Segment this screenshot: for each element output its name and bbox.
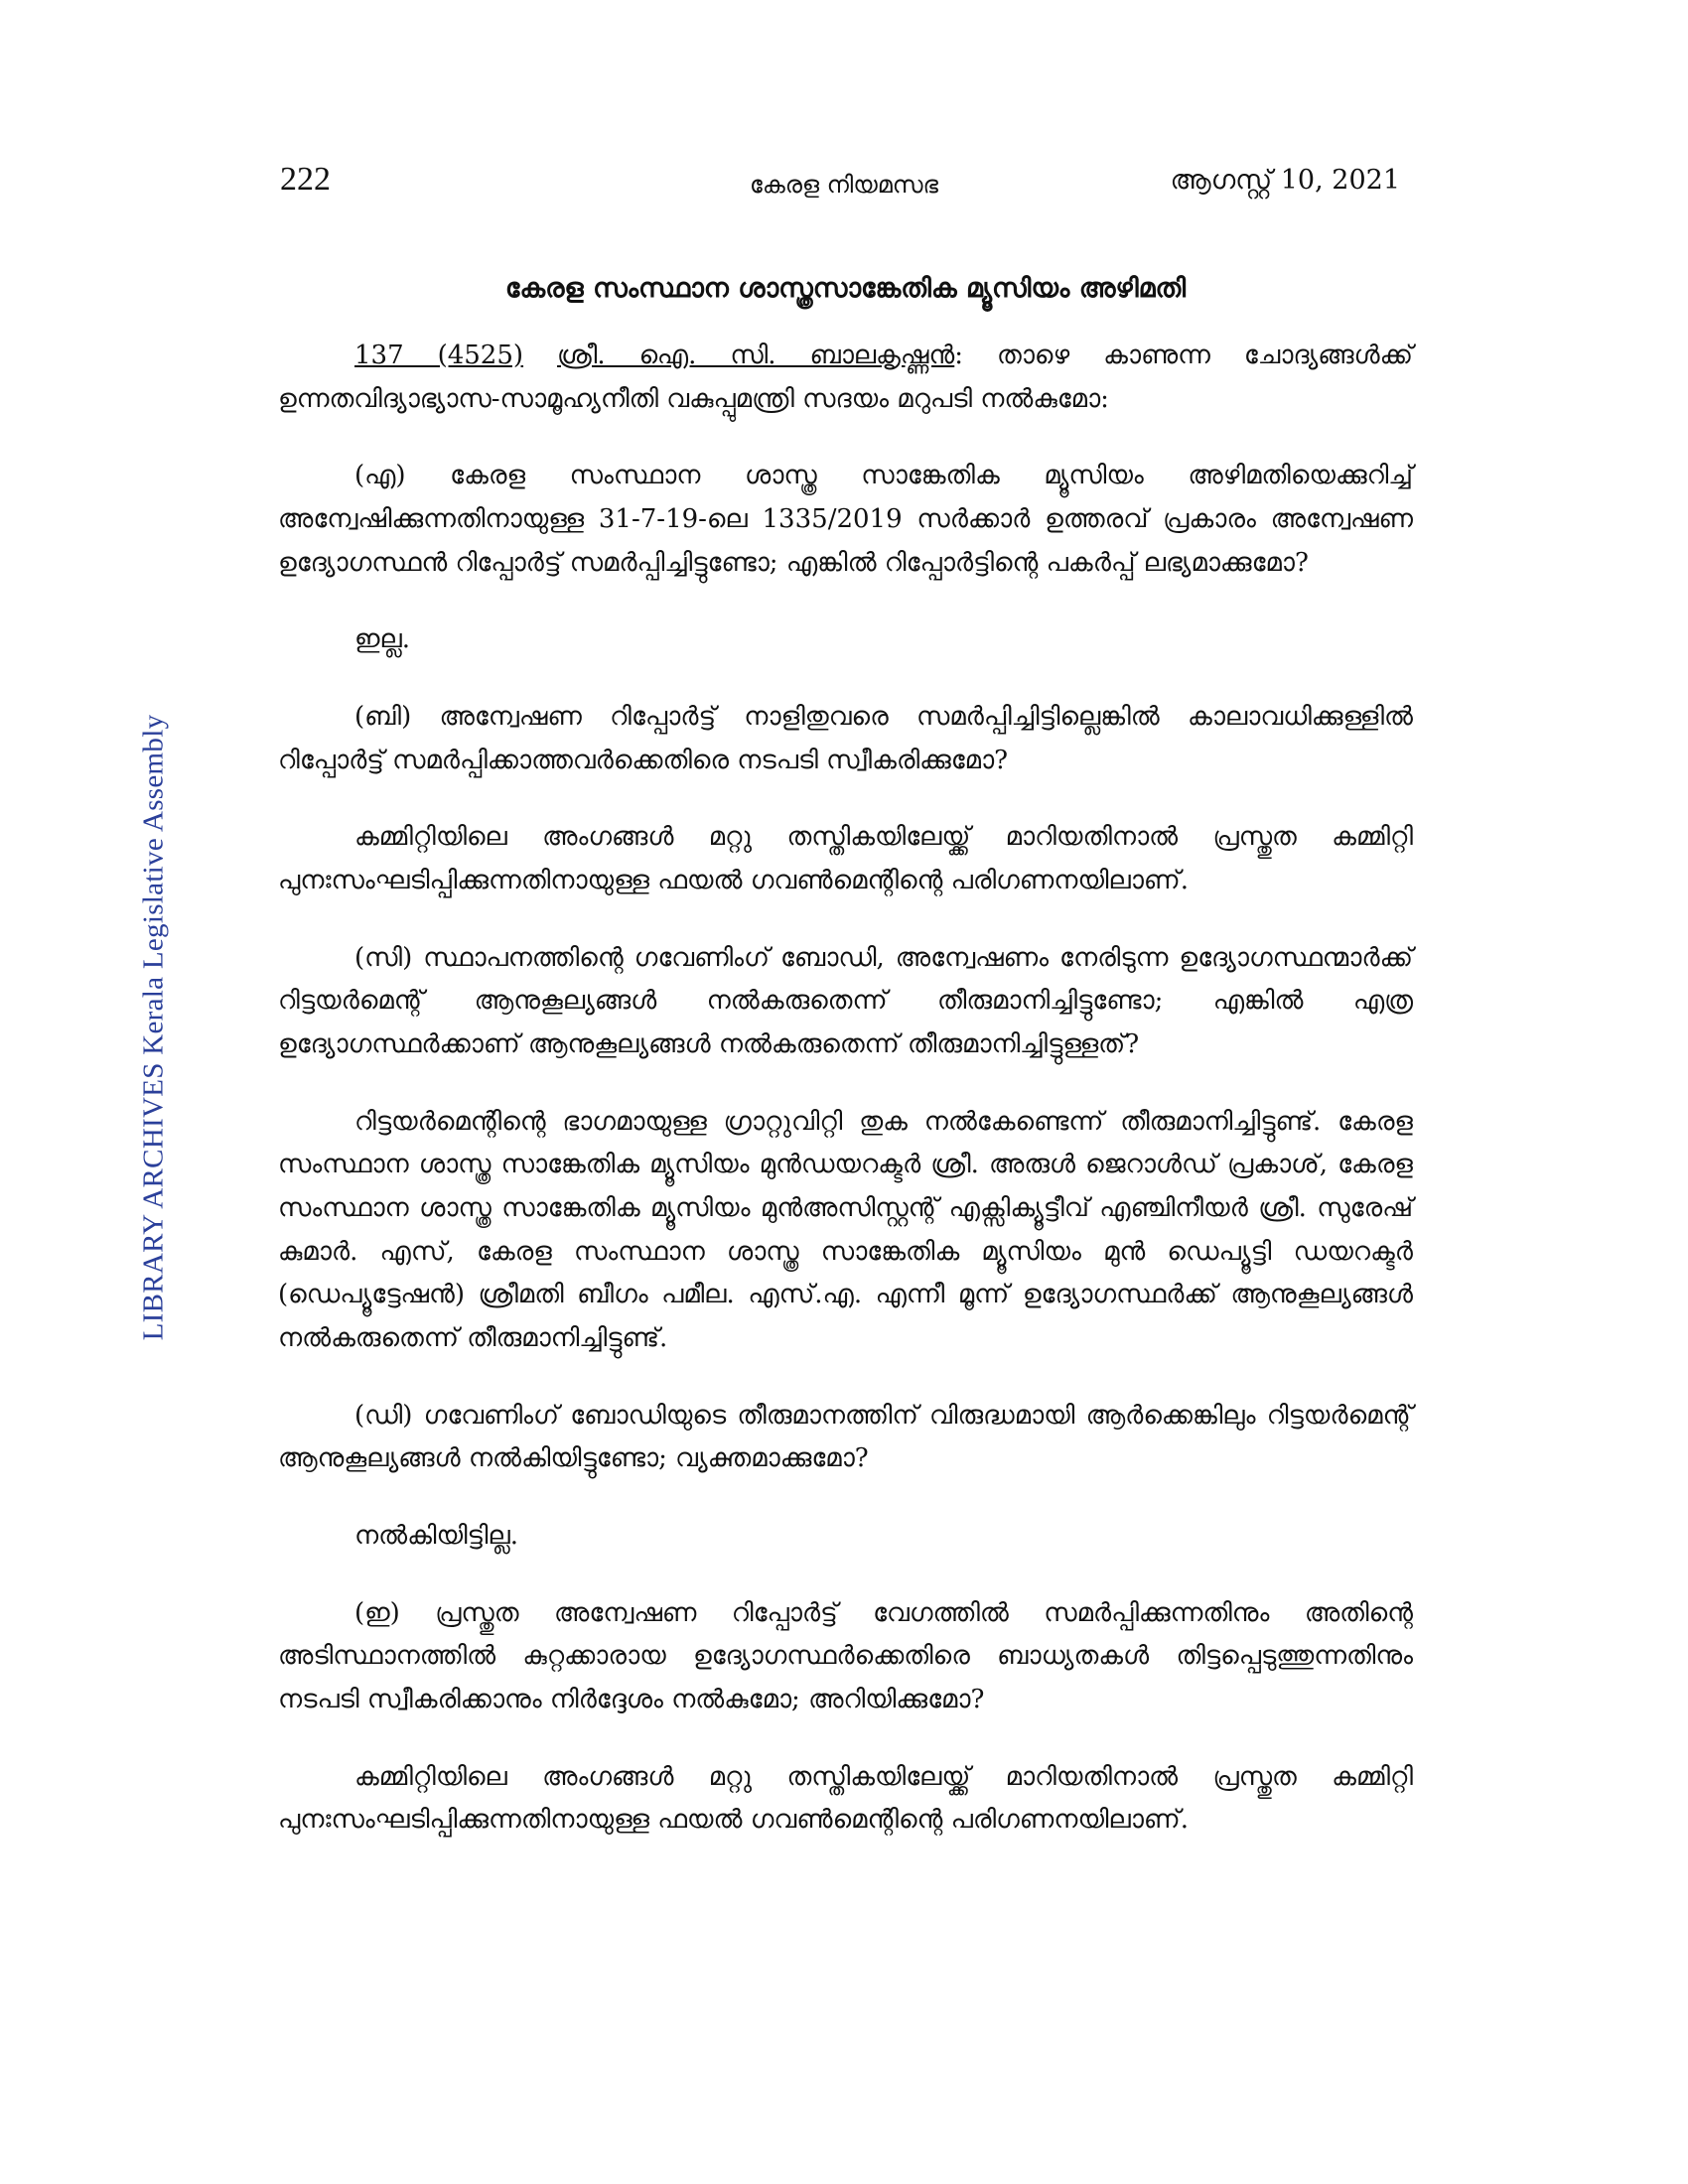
answer-e: കമ്മിറ്റിയിലെ അംഗങ്ങൾ മറ്റു തസ്തികയിലേയ്ക്ക് മാറിയതിനാൽ പ്രസ്തുത കമ്മിറ്റി പുനഃസംഘടിപ്പിക്കുന്നതിനായുള്ള ഫയൽ ഗവൺമെന്റിന്റെ പരിഗണനയിലാണ്. <box>278 1761 1413 1836</box>
page-number: 222 <box>280 161 331 198</box>
question-c: (സി) സ്ഥാപനത്തിന്റെ ഗവേണിംഗ് ബോഡി, അന്വേഷണം നേരിടുന്ന ഉദ്യോഗസ്ഥന്മാർക്ക് റിട്ടയർമെന്റ് ആനുകൂല്യങ്ങൾ നൽകരുതെന്ന് തീരുമാനിച്ചിട്ടുണ്ടോ; എങ്കിൽ എത്ര ഉദ്യോഗസ്ഥർക്കാണ് ആനുകൂല്യങ്ങൾ നൽകരുതെന്ന് തീരുമാനിച്ചിട്ടുള്ളത്? <box>278 942 1413 1060</box>
question-a: (എ) കേരള സംസ്ഥാന ശാസ്ത്ര സാങ്കേതിക മ്യൂസിയം അഴിമതിയെക്കുറിച്ച് അന്വേഷിക്കുന്നതിനായുള്ള 31-7-19-ലെ 1335/2019 സർക്കാർ ഉത്തരവ് പ്രകാരം അന്വേഷണ ഉദ്യോഗസ്ഥൻ റിപ്പോർട്ട് സമർപ്പിച്ചിട്ടുണ്ടോ; എങ്കിൽ റിപ്പോർട്ടിന്റെ പകർപ്പ് ലഭ്യമാക്കുമോ? <box>278 461 1413 578</box>
question-text: : താഴെ കാണുന്ന ചോദ്യങ്ങൾക്ക് ഉന്നതവിദ്യാഭ്യാസ-സാമൂഹ്യനീതി വകുപ്പുമന്ത്രി സദയം മറുപടി നൽകുമോ: <box>278 341 1413 414</box>
question-d: (ഡി) ഗവേണിംഗ് ബോഡിയുടെ തീരുമാനത്തിന് വിരുദ്ധമായി ആർക്കെങ്കിലും റിട്ടയർമെന്റ് ആനുകൂല്യങ്ങൾ നൽകിയിട്ടുണ്ടോ; വ്യക്തമാക്കുമോ? <box>278 1400 1413 1474</box>
answer-a: ഇല്ല. <box>354 624 411 655</box>
question-e: (ഇ) പ്രസ്തുത അന്വേഷണ റിപ്പോർട്ട് വേഗത്തിൽ സമർപ്പിക്കുന്നതിനും അതിന്റെ അടിസ്ഥാനത്തിൽ കുറ്റക്കാരായ ഉദ്യോഗസ്ഥർക്കെതിരെ ബാധ്യതകൾ തിട്ടപ്പെടുത്തുന്നതിനും നടപടി സ്വീകരിക്കാനും നിർദ്ദേശം നൽകുമോ; അറിയിക്കുമോ? <box>278 1597 1413 1715</box>
archive-watermark: LIBRARY ARCHIVES Kerala Legislative Assembly <box>137 714 170 1341</box>
running-title: കേരള നിയമസഭ <box>749 171 939 199</box>
answer-b: കമ്മിറ്റിയിലെ അംഗങ്ങൾ മറ്റു തസ്തികയിലേയ്ക്ക് മാറിയതിനാൽ പ്രസ്തുത കമ്മിറ്റി പുനഃസംഘടിപ്പിക്കുന്നതിനായുള്ള ഫയൽ ഗവൺമെന്റിന്റെ പരിഗണനയിലാണ്. <box>278 822 1413 896</box>
publication-date: ആഗസ്റ്റ് 10, 2021 <box>1170 165 1400 196</box>
section-title: കേരള സംസ്ഥാന ശാസ്ത്രസാങ്കേതിക മ്യൂസിയം അഴിമതി <box>504 273 1187 304</box>
answer-d: നൽകിയിട്ടില്ല. <box>354 1521 519 1552</box>
question-intro <box>278 335 1413 421</box>
member-name: ശ്രീ. ഐ. സി. ബാലകൃഷ്ണൻ <box>557 341 955 370</box>
answer-c: റിട്ടയർമെന്റിന്റെ ഭാഗമായുള്ള ഗ്രാറ്റുവിറ്റി തുക നൽകേണ്ടെന്ന് തീരുമാനിച്ചിട്ടുണ്ട്. കേരള സംസ്ഥാന ശാസ്ത്ര സാങ്കേതിക മ്യൂസിയം മുൻഡയറക്ടർ ശ്രീ. അരുൾ ജെറാൾഡ് പ്രകാശ്, കേരള സംസ്ഥാന ശാസ്ത്ര സാങ്കേതിക മ്യൂസിയം മുൻഅസിസ്റ്റന്റ് എക്സിക്യൂട്ടീവ് എഞ്ചിനീയർ ശ്രീ. സുരേഷ് കുമാർ. എസ്, കേരള സംസ്ഥാന ശാസ്ത്ര സാങ്കേതിക മ്യൂസിയം മുൻ ഡെപ്യൂട്ടി ഡയറക്ടർ (ഡെപ്യൂട്ടേഷൻ) ശ്രീമതി ബീഗം പമീല. എസ്.എ. എന്നീ മൂന്ന് ഉദ്യോഗസ്ഥർക്ക് ആനുകൂല്യങ്ങൾ നൽകരുതെന്ന് തീരുമാനിച്ചിട്ടുണ്ട്. <box>278 1106 1413 1354</box>
question-b: (ബി) അന്വേഷണ റിപ്പോർട്ട് നാളിതുവരെ സമർപ്പിച്ചിട്ടില്ലെങ്കിൽ കാലാവധിക്കുള്ളിൽ റിപ്പോർട്ട് സമർപ്പിക്കാത്തവർക്കെതിരെ നടപടി സ്വീകരിക്കുമോ? <box>278 702 1413 775</box>
question-number: 137 (4525) <box>354 341 524 370</box>
document-body <box>278 253 1413 1876</box>
